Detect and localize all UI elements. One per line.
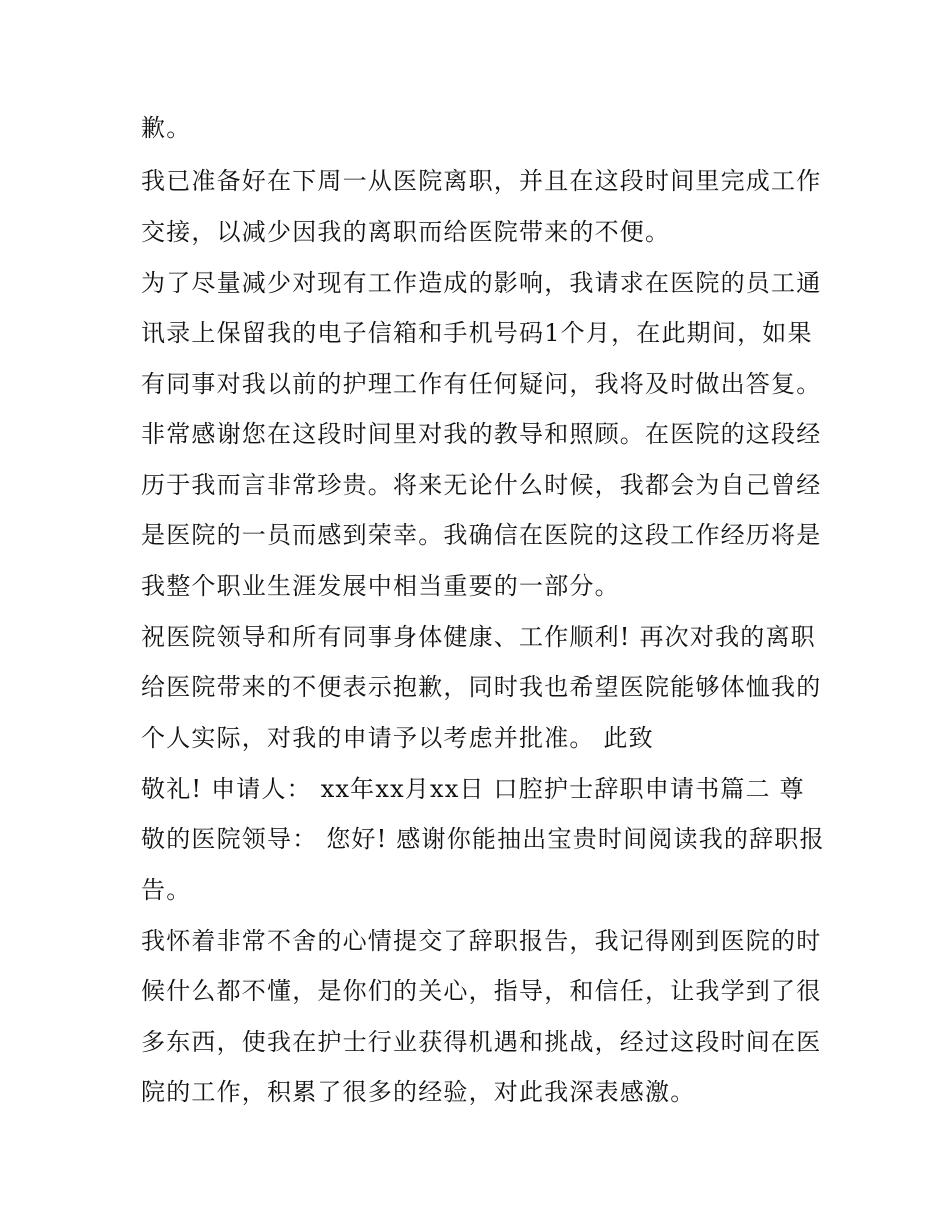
text-line: 有同事对我以前的护理工作有任何疑问，我将及时做出答复。 xyxy=(141,370,822,398)
text-line: 我怀着非常不舍的心情提交了辞职报告，我记得刚到医院的时 xyxy=(141,927,822,955)
text-line: 敬的医院领导： 您好! 感谢你能抽出宝贵时间阅读我的辞职报 xyxy=(141,825,825,853)
text-line: 为了尽量减少对现有工作造成的影响，我请求在医院的员工通 xyxy=(141,269,822,297)
text-line: 交接，以减少因我的离职而给医院带来的不便。 xyxy=(141,218,671,246)
text-line: 候什么都不懂，是你们的关心，指导，和信任，让我学到了很 xyxy=(141,977,822,1005)
text-line: 院的工作，积累了很多的经验，对此我深表感激。 xyxy=(141,1078,696,1106)
text-line: 给医院带来的不便表示抱歉，同时我也希望医院能够体恤我的 xyxy=(141,673,822,701)
text-line: 敬礼! 申请人： xx年xx月xx日 口腔护士辞职申请书篇二 尊 xyxy=(141,775,805,803)
text-line: 我整个职业生涯发展中相当重要的一部分。 xyxy=(141,572,620,600)
text-line: 多东西，使我在护士行业获得机遇和挑战，经过这段时间在医 xyxy=(141,1028,822,1056)
text-line: 非常感谢您在这段时间里对我的教导和照顾。在医院的这段经 xyxy=(141,420,822,448)
text-line: 祝医院领导和所有同事身体健康、工作顺利! 再次对我的离职 xyxy=(141,623,816,651)
text-line: 是医院的一员而感到荣幸。我确信在医院的这段工作经历将是 xyxy=(141,521,822,549)
text-line: 告。 xyxy=(141,876,192,904)
text-line: 我已准备好在下周一从医院离职，并且在这段时间里完成工作 xyxy=(141,167,822,195)
text-line: 歉。 xyxy=(141,114,192,142)
text-line: 历于我而言非常珍贵。将来无论什么时候，我都会为自己曾经 xyxy=(141,471,822,499)
text-line: 讯录上保留我的电子信箱和手机号码1个月，在此期间，如果 xyxy=(141,319,813,347)
text-line: 个人实际，对我的申请予以考虑并批准。 此致 xyxy=(141,724,654,752)
